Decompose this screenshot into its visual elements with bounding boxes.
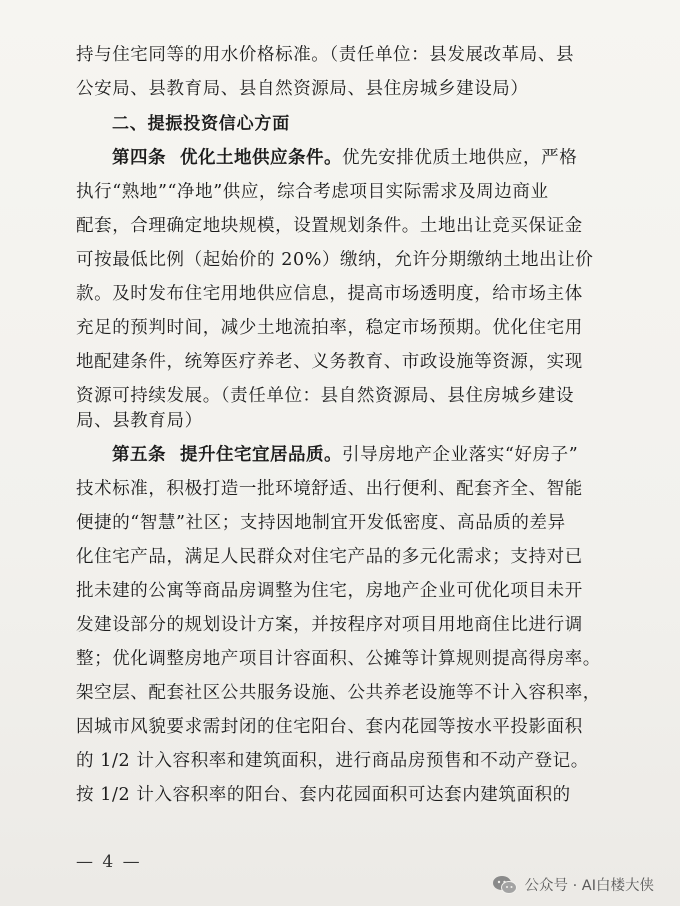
paragraph-line: 资源可持续发展。（责任单位：县自然资源局、县住房城乡建设 [76,386,575,406]
paragraph-line: 架空层、配套社区公共服务设施、公共养老设施等不计入容积率， [76,683,601,703]
paragraph-line: 公安局、县教育局、县自然资源局、县住房城乡建设局） [76,79,529,99]
article-5-text: 引导房地产企业落实“好房子” [342,445,579,465]
page-number: — 4 — [76,852,142,872]
paragraph-line: 按 1/2 计入容积率的阳台、套内花园面积可达套内建筑面积的 [76,785,571,805]
paragraph-line: 的 1/2 计入容积率和建筑面积，进行商品房预售和不动产登记。 [76,751,589,771]
paragraph-line: 发建设部分的规划设计方案，并按程序对项目用地商住比进行调 [76,615,583,635]
paragraph-line: 款。及时发布住宅用地供应信息，提高市场透明度，给市场主体 [76,284,583,304]
wechat-icon [492,875,518,895]
watermark-text: 公众号 · AI白楼大侠 [524,878,654,894]
article-5-first-line [112,440,652,470]
paragraph-line: 批未建的公寓等商品房调整为住宅，房地产企业可优化项目未开 [76,581,583,601]
article-5-subtitle: 提升住宅宜居品质。 [180,445,342,465]
paragraph-line: 整；优化调整房地产项目计容面积、公摊等计算规则提高得房率。 [76,649,601,669]
section-heading: 二、提振投资信心方面 [112,114,290,134]
watermark [492,874,654,895]
paragraph-line: 技术标准，积极打造一批环境舒适、出行便利、配套齐全、智能 [76,479,583,499]
article-5-title: 第五条 [112,445,166,465]
article-4-subtitle: 优化土地供应条件。 [180,148,342,168]
paragraph-line: 执行“熟地”“净地”供应，综合考虑项目实际需求及周边商业 [76,182,549,202]
article-4-title: 第四条 [112,148,166,168]
paragraph-line: 地配建条件，统筹医疗养老、义务教育、市政设施等资源，实现 [76,352,583,372]
paragraph-line: 可按最低比例（起始价的 20%）缴纳，允许分期缴纳土地出让价 [76,250,594,270]
paragraph-line: 化住宅产品，满足人民群众对住宅产品的多元化需求；支持对已 [76,547,583,567]
paragraph-line: 充足的预判时间，减少土地流拍率，稳定市场预期。优化住宅用 [76,318,583,338]
paragraph-line: 配套，合理确定地块规模，设置规划条件。土地出让竞买保证金 [76,216,583,236]
paragraph-line: 局、县教育局） [76,411,203,431]
paragraph-line: 便捷的“智慧”社区；支持因地制宜开发低密度、高品质的差异 [76,513,566,533]
article-4-text: 优先安排优质土地供应，严格 [342,148,578,168]
paragraph-line: 因城市风貌要求需封闭的住宅阳台、套内花园等按水平投影面积 [76,717,583,737]
article-4-first-line [112,143,652,173]
paragraph-line: 持与住宅同等的用水价格标准。（责任单位：县发展改革局、县 [76,45,575,65]
